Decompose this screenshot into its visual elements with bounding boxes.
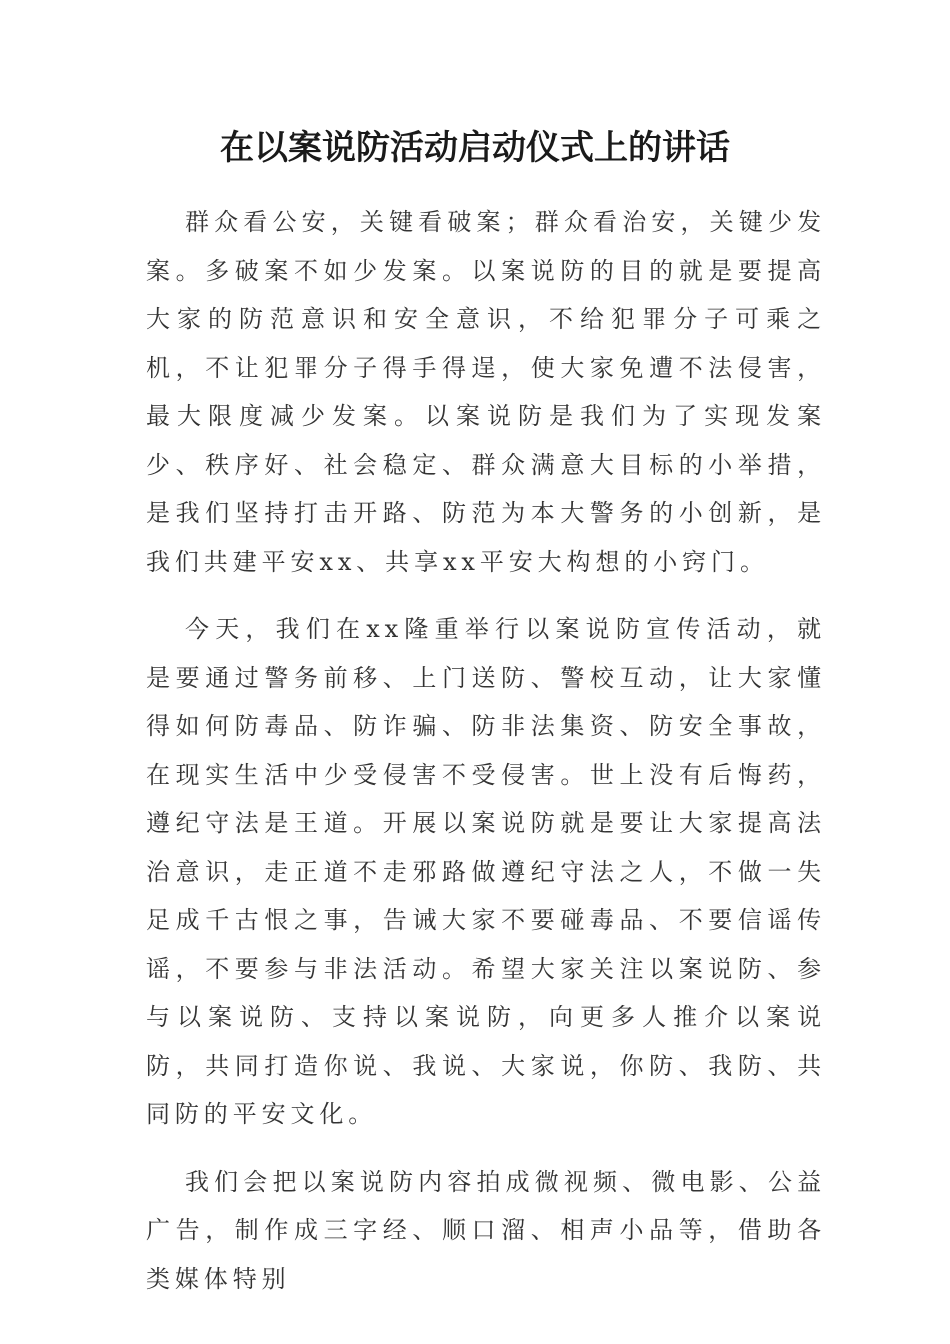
paragraph-2: 今天，我们在xx隆重举行以案说防宣传活动，就是要通过警务前移、上门送防、警校互动，让大家懂得如何防毒品、防诈骗、防非法集资、防安全事故，在现实生活中少受侵害不受侵害。世上没有后悔药，遵纪守法是王道。开展以案说防就是要让大家提高法治意识，走正道不走邪路做遵纪守法之人，不做一失足成千古恨之事，告诫大家不要碰毒品、不要信谣传谣，不要参与非法活动。希望大家关注以案说防、参与以案说防、支持以案说防，向更多人推介以案说防，共同打造你说、我说、大家说，你防、我防、共同防的平安文化。 <box>146 615 826 1128</box>
paragraph-1: 群众看公安，关键看破案；群众看治安，关键少发案。多破案不如少发案。以案说防的目的就是要提高大家的防范意识和安全意识，不给犯罪分子可乘之机，不让犯罪分子得手得逞，使大家免遭不法侵害，最大限度减少发案。以案说防是我们为了实现发案少、秩序好、社会稳定、群众满意大目标的小举措，是我们坚持打击开路、防范为本大警务的小创新，是我们共建平安xx、共享xx平安大构想的小窍门。 <box>146 208 826 576</box>
document-body <box>146 198 826 1322</box>
paragraph-3: 我们会把以案说防内容拍成微视频、微电影、公益广告，制作成三字经、顺口溜、相声小品等，借助各类媒体特别 <box>146 1167 826 1293</box>
document-title: 在以案说防活动启动仪式上的讲话 <box>220 128 730 168</box>
